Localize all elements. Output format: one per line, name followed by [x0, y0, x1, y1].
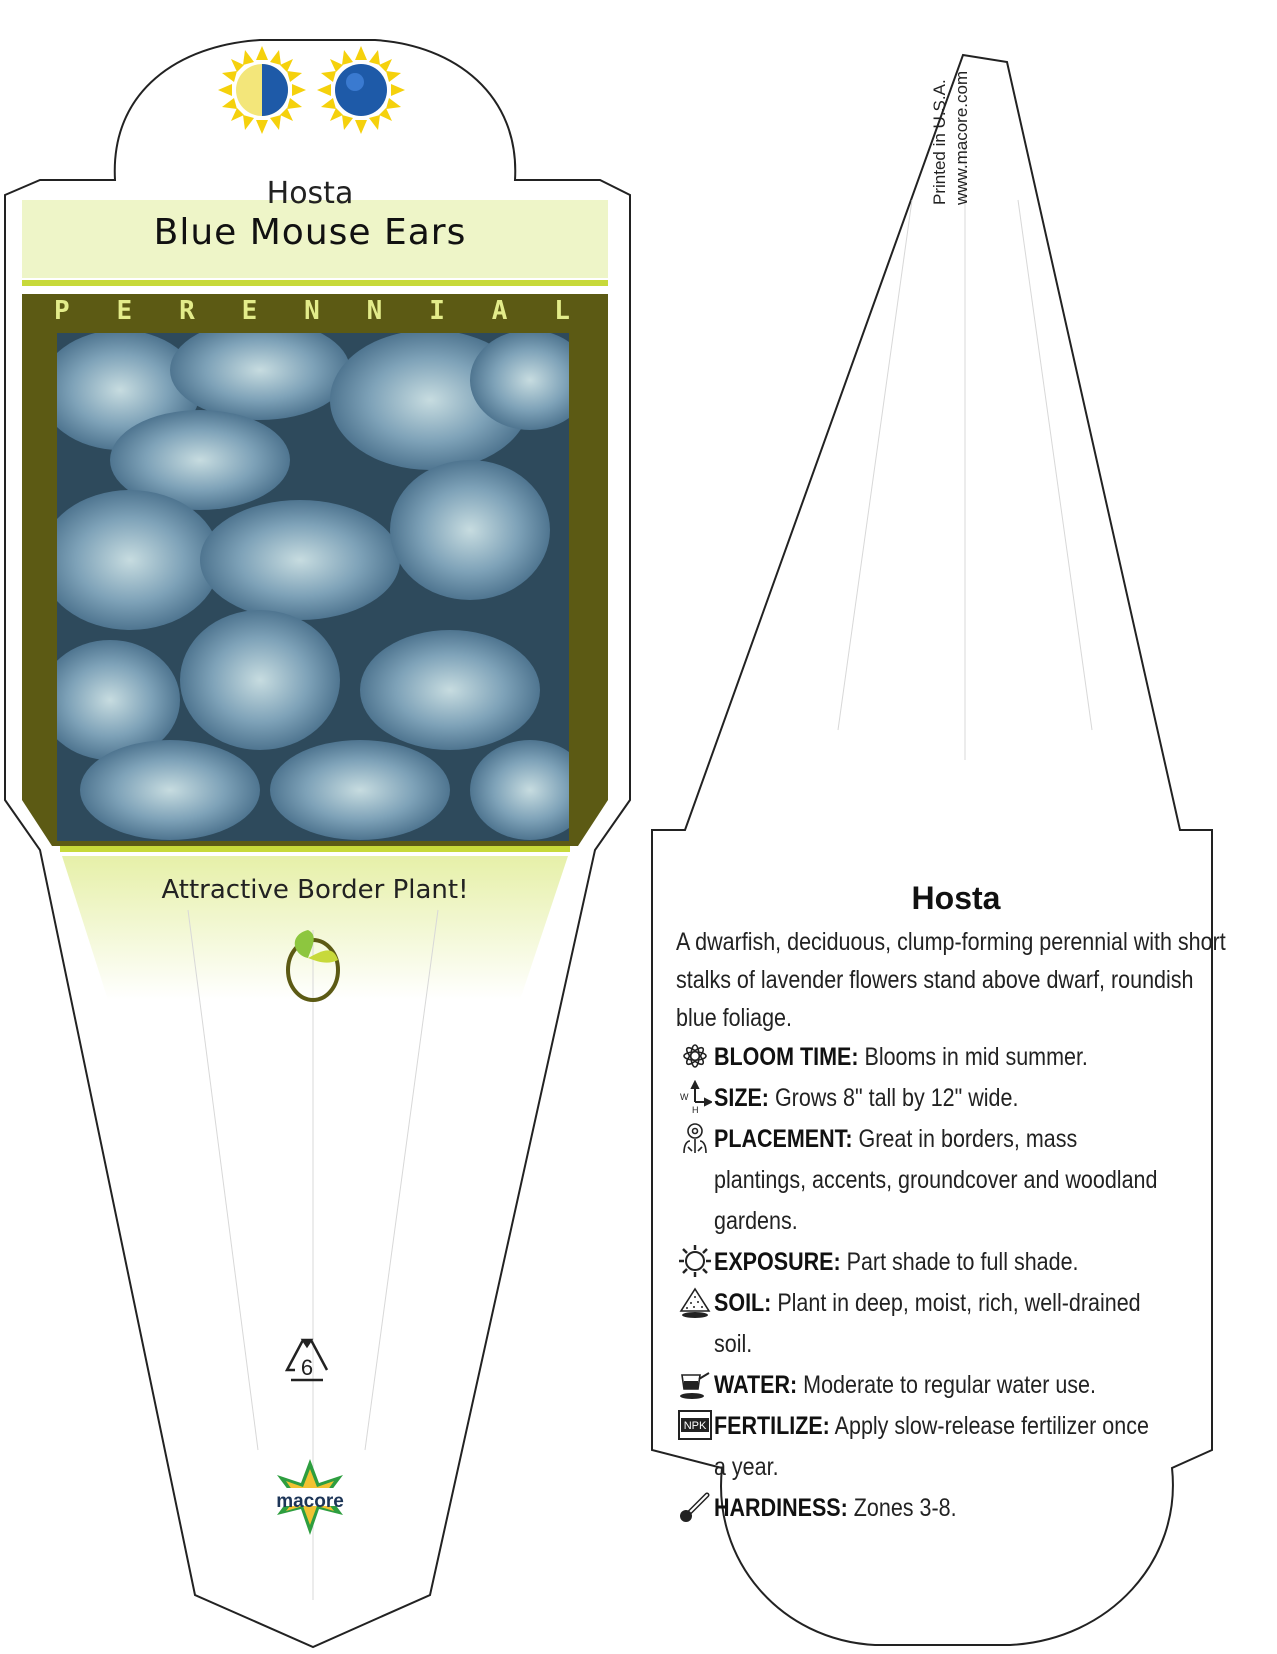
info-text: Zones 3-8.	[853, 1494, 957, 1522]
info-label: BLOOM TIME:	[714, 1043, 859, 1071]
category-letter: N	[366, 296, 383, 326]
genus-title: Hosta	[266, 176, 354, 211]
flower-icon	[676, 1037, 714, 1075]
info-text: Grows 8" tall by 12" wide.	[774, 1084, 1019, 1112]
info-row-hardiness	[676, 1488, 1236, 1529]
sun-icon	[676, 1242, 714, 1280]
back-title: Hosta	[911, 880, 1001, 916]
part-sun-icon	[218, 46, 306, 134]
info-text: Moderate to regular water use.	[803, 1371, 1096, 1399]
info-row-water	[676, 1365, 1236, 1406]
tagline: Attractive Border Plant!	[161, 875, 469, 905]
info-row-size	[676, 1078, 1236, 1119]
printed-in: Printed in U.S.A.	[930, 79, 949, 205]
category-letter: E	[116, 296, 133, 326]
svg-text:H: H	[692, 1105, 699, 1114]
info-text: Blooms in mid summer.	[864, 1043, 1088, 1071]
cultivar-title: Blue Mouse Ears	[153, 212, 467, 253]
info-label: WATER:	[714, 1371, 798, 1399]
info-row-exposure	[676, 1242, 1236, 1283]
category-letter: I	[429, 296, 445, 326]
recycle-code: 6	[300, 1355, 314, 1380]
category-letter: P	[54, 296, 70, 326]
info-row-placement	[676, 1119, 1236, 1242]
brand-logo-text: macore	[276, 1491, 344, 1512]
info-label: FERTILIZE:	[714, 1412, 830, 1440]
website: www.macore.com	[952, 70, 971, 205]
svg-text:W: W	[680, 1092, 689, 1102]
category-letter: E	[241, 296, 258, 326]
info-text: Great in borders, mass plantings, accents, groundcover and woodland gardens.	[714, 1125, 1158, 1235]
category-label	[22, 296, 602, 326]
placement-icon	[676, 1119, 714, 1157]
info-label: PLACEMENT:	[714, 1125, 853, 1153]
npk-icon	[676, 1406, 714, 1444]
info-text: Plant in deep, moist, rich, well-drained soil.	[714, 1289, 1141, 1358]
info-label: HARDINESS:	[714, 1494, 848, 1522]
soil-icon	[676, 1283, 714, 1321]
info-text: Part shade to full shade.	[846, 1248, 1079, 1276]
watering-can-icon	[676, 1365, 714, 1403]
info-row-fertilize	[676, 1406, 1236, 1488]
info-label: SIZE:	[714, 1084, 769, 1112]
info-label: SOIL:	[714, 1289, 772, 1317]
description: A dwarfish, deciduous, clump-forming perennial with short stalks of lavender flowers stand above dwarf, roundish blue foliage.	[676, 928, 1226, 1032]
info-text: Apply slow-release fertilizer once a year.	[714, 1412, 1149, 1481]
category-letter: R	[179, 296, 195, 326]
info-row-soil	[676, 1283, 1236, 1365]
plant-photo	[40, 320, 590, 841]
care-info	[676, 880, 1236, 1529]
info-label: EXPOSURE:	[714, 1248, 841, 1276]
thermometer-icon	[676, 1488, 714, 1526]
shade-sun-icon	[317, 46, 405, 134]
print-info	[930, 55, 970, 225]
svg-text:NPK: NPK	[683, 1420, 707, 1432]
size-arrows-icon	[676, 1078, 714, 1116]
category-letter: A	[491, 296, 508, 326]
info-row-bloom	[676, 1037, 1236, 1078]
category-letter: N	[304, 296, 320, 326]
category-letter: L	[554, 296, 570, 326]
